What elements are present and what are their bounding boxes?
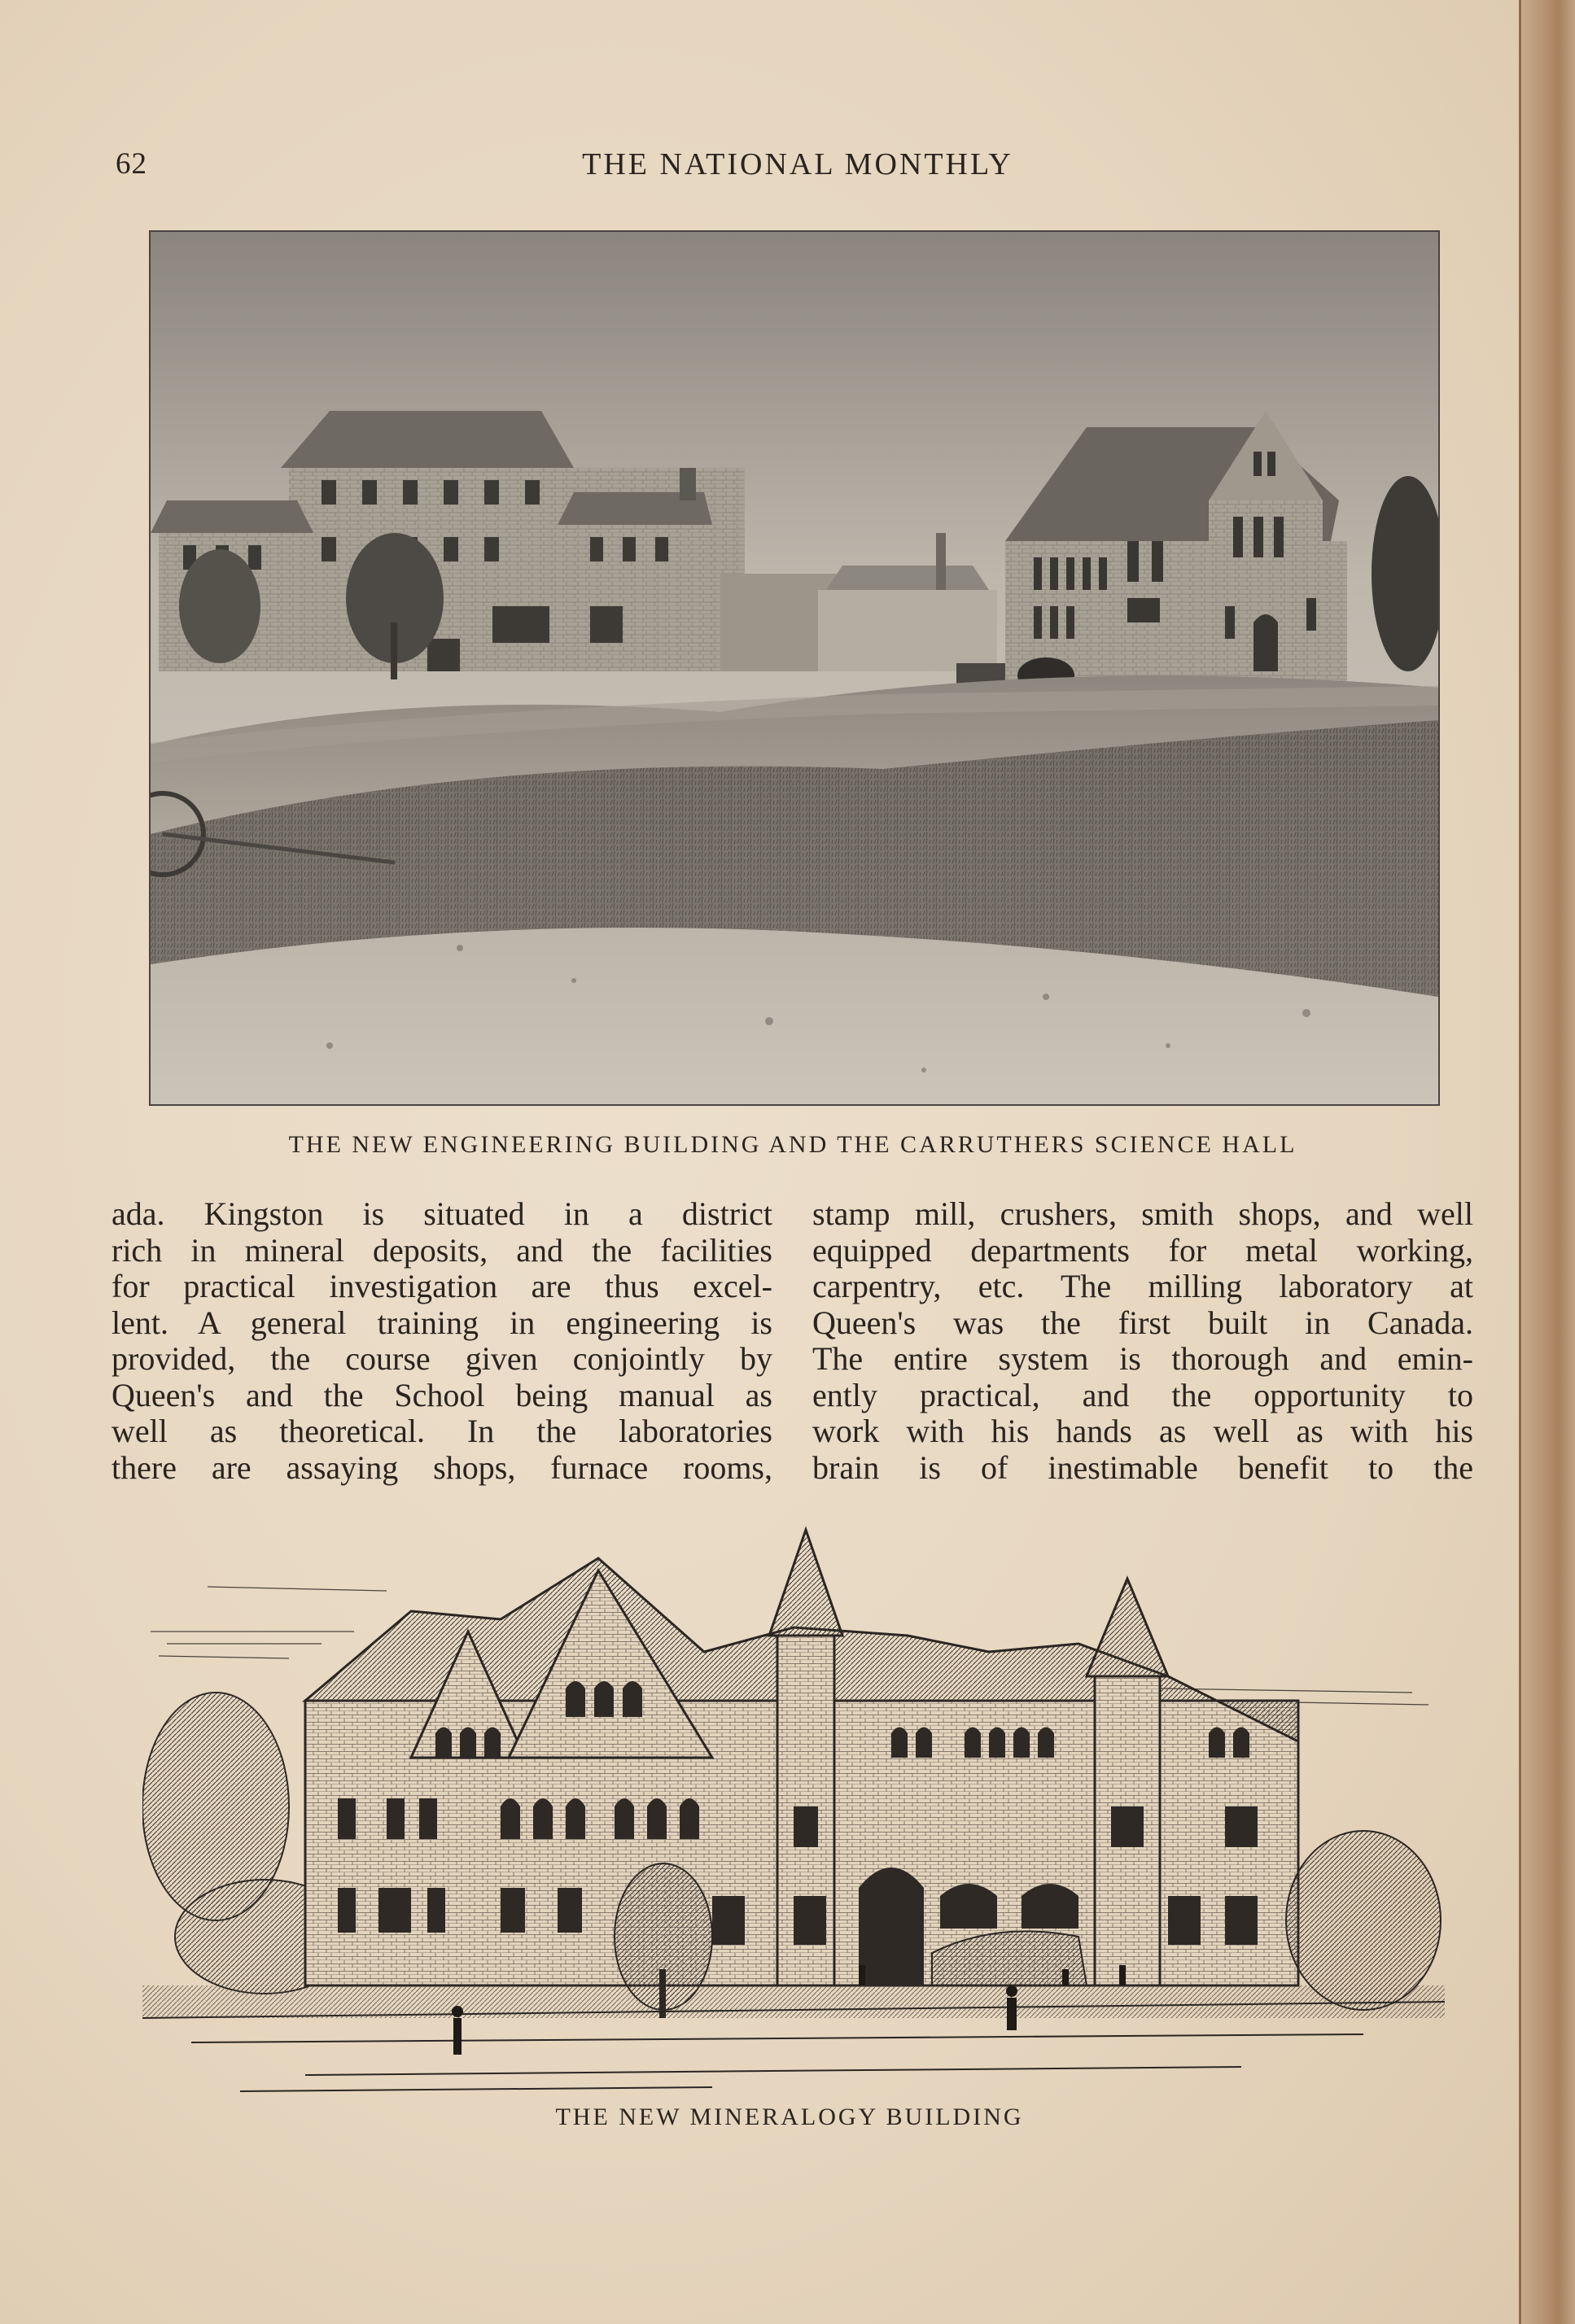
text-line: ently practical, and the opportunity to (812, 1377, 1473, 1413)
text-line: lent. A general training in engineering is (112, 1304, 772, 1341)
text-line: brain is of inestimable benefit to the (812, 1449, 1473, 1486)
running-head: THE NATIONAL MONTHLY (582, 147, 1013, 181)
right-text-column (812, 1196, 1473, 1486)
text-line: ada. Kingston is situated in a district (112, 1196, 772, 1232)
text-line: stamp mill, crushers, smith shops, and well (812, 1196, 1473, 1232)
text-line: work with his hands as well as with his (812, 1413, 1473, 1449)
page-edge (1519, 0, 1521, 2324)
text-line: Queen's and the School being manual as (112, 1377, 772, 1413)
top-figure-caption: THE NEW ENGINEERING BUILDING AND THE CARRUTHERS SCIENCE HALL (288, 1131, 1297, 1158)
text-line: The entire system is thorough and emin- (812, 1341, 1473, 1377)
text-line: for practical investigation are thus excel- (112, 1269, 772, 1304)
left-text-column (112, 1196, 772, 1486)
text-line: Queen's was the first built in Canada. (812, 1304, 1473, 1341)
bottom-figure-caption: THE NEW MINERALOGY BUILDING (555, 2103, 1024, 2130)
text-line: rich in mineral deposits, and the facilities (112, 1232, 772, 1269)
page-gutter (1520, 0, 1575, 2324)
page-number: 62 (116, 147, 147, 181)
text-line: well as theoretical. In the laboratories (112, 1413, 772, 1449)
text-line: provided, the course given conjointly by (112, 1341, 772, 1377)
engineering-building-photo (149, 230, 1440, 1106)
text-line: equipped departments for metal working, (812, 1232, 1473, 1269)
text-line: carpentry, etc. The milling laboratory at (812, 1269, 1473, 1304)
mineralogy-building-engraving (142, 1514, 1445, 2099)
text-line: there are assaying shops, furnace rooms, (112, 1449, 772, 1486)
